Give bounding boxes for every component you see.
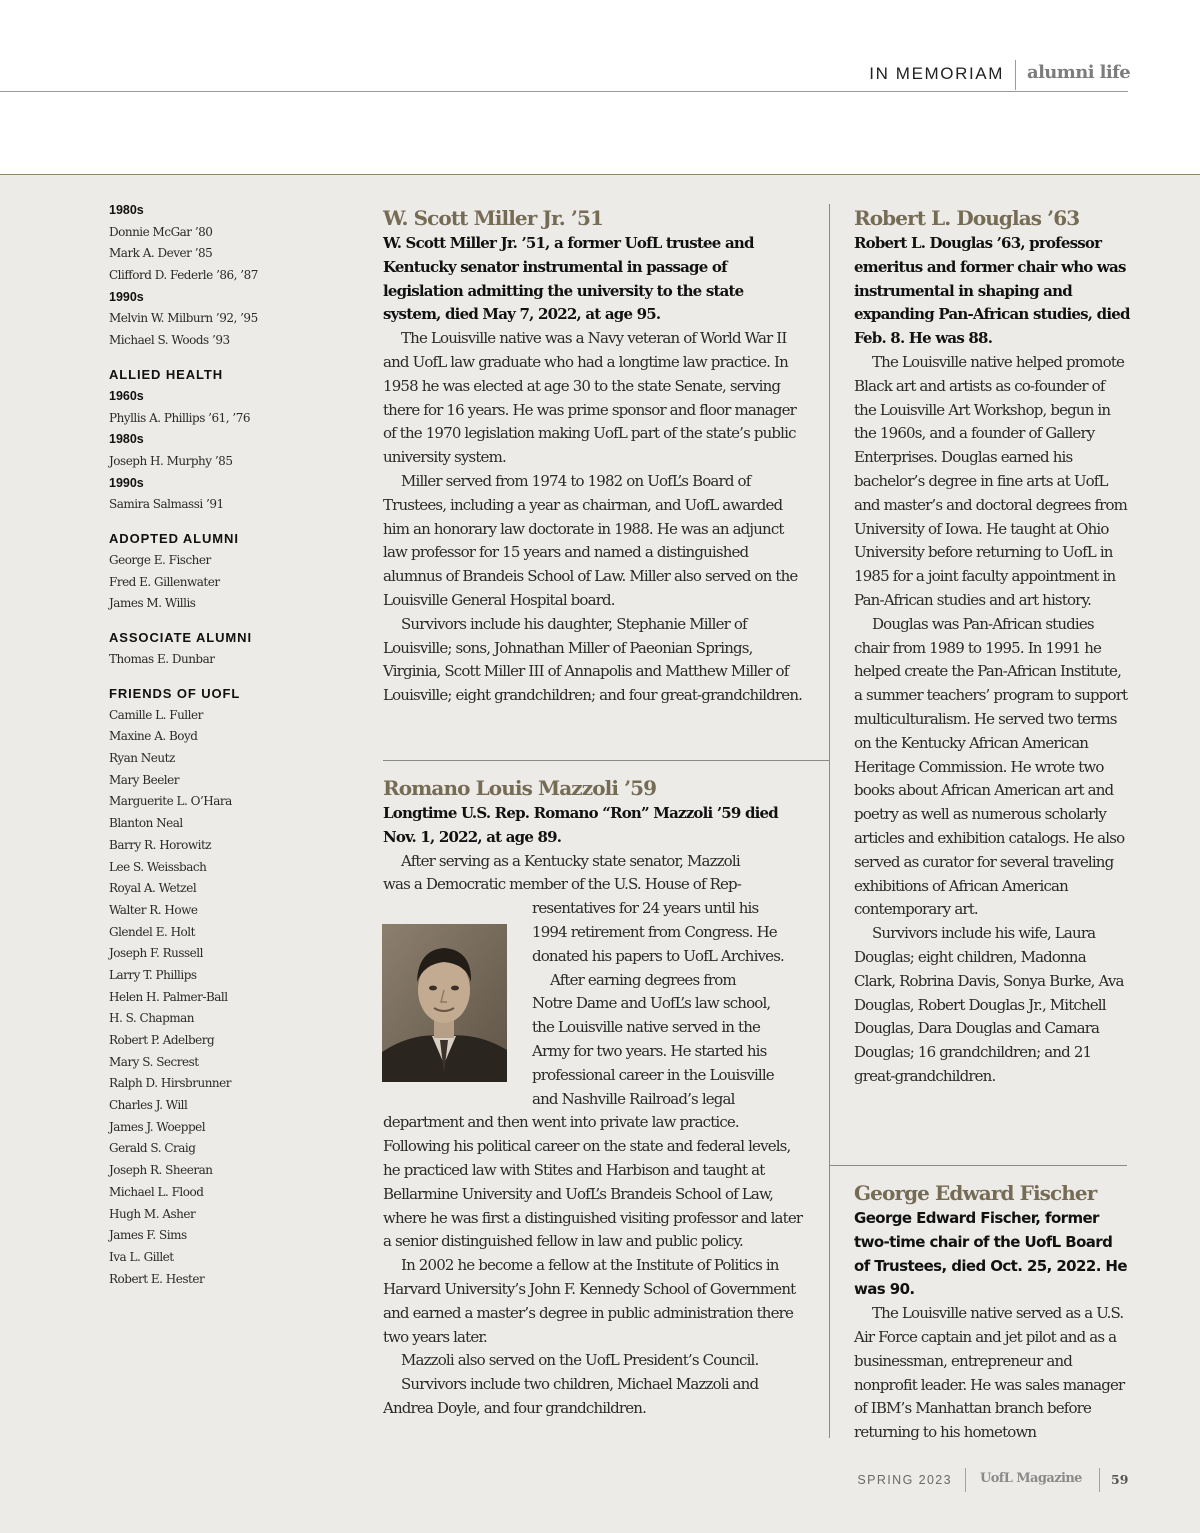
list-item: Barry R. Horowitz xyxy=(109,837,212,852)
obituary-paragraph: Survivors include his wife, Laura Douglas; eight children, Madonna Clark, Robrina Davis, Sonya Burke, Ava Douglas, Robert Douglas Jr., Mitchell Douglas, Dara Douglas and Camara Douglas; 16 grandchildren; and 21 great-grandchildren. xyxy=(854,924,1124,1085)
list-item: Marguerite L. O’Hara xyxy=(109,794,232,809)
list-item: Fred E. Gillenwater xyxy=(109,574,220,589)
list-item: Mark A. Dever ’85 xyxy=(109,246,213,261)
list-item: Mary S. Secrest xyxy=(109,1054,199,1069)
list-item: Helen H. Palmer-Ball xyxy=(109,989,228,1004)
list-item: Charles J. Will xyxy=(109,1098,188,1113)
issue-label: SPRING 2023 xyxy=(857,1473,952,1487)
list-item: Mary Beeler xyxy=(109,772,179,787)
list-item: Hugh M. Asher xyxy=(109,1206,196,1221)
list-item: Phyllis A. Phillips ’61, ’76 xyxy=(109,410,250,425)
group-heading: FRIENDS OF UOFL xyxy=(109,685,241,701)
obituary-lead: George Edward Fischer, former two-time chair of the UofL Board of Trustees, died Oct. 25, 2022. He was 90. xyxy=(854,1209,1127,1299)
list-group-allied-health xyxy=(109,364,339,516)
decade-heading: 1990s xyxy=(109,475,144,490)
obituary-paragraph: Survivors include his daughter, Stephanie Miller of Louisville; sons, Johnathan Miller of Paeonian Springs, Virginia, Scott Miller III of Annapolis and Matthew Miller of Louisville; eight grandchildren; and four great-grandchildren. xyxy=(383,614,803,705)
list-item: Blanton Neal xyxy=(109,816,183,831)
obituary-line: Army for two years. He started his xyxy=(532,1041,767,1060)
list-item: Robert P. Adelberg xyxy=(109,1033,215,1047)
group-heading: ALLIED HEALTH xyxy=(109,366,224,382)
magazine-name: UofL Magazine xyxy=(980,1471,1082,1486)
list-item: James J. Woeppel xyxy=(109,1119,206,1134)
list-item: Camille L. Fuller xyxy=(109,707,203,722)
list-item: Donnie McGar ’80 xyxy=(109,224,213,239)
obituary-lead: Robert L. Douglas ’63, professor emeritus and former chair who was instrumental in shaping and expanding Pan-African studies, died Feb. 8. He was 88. xyxy=(854,234,1130,348)
list-item: Iva L. Gillet xyxy=(109,1249,174,1264)
decade-heading: 1980s xyxy=(109,432,144,447)
list-item: Joseph F. Russell xyxy=(109,946,203,961)
list-item: Melvin W. Milburn ’92, ’95 xyxy=(109,311,258,326)
obituary-douglas xyxy=(854,204,1130,1089)
obituary-lead: Longtime U.S. Rep. Romano “Ron” Mazzoli ’59 died Nov. 1, 2022, at age 89. xyxy=(383,804,778,846)
obituary-paragraph: department and then went into private law practice. Following his political career on the state and federal levels, he practiced law with Stites and Harbison and taught at Bellarmine University and UofL’s Brandeis School of Law, where he was first a distinguished visiting professor and later a senior distinguished fellow in law and public policy. xyxy=(383,1113,803,1251)
obituary-line: 1994 retirement from Congress. He xyxy=(532,922,777,941)
obituary-paragraph: Douglas was Pan-African studies chair from 1989 to 1995. In 1991 he helped create the Pan-African Institute, a summer teachers’ program to support multiculturalism. He served two terms on the Kentucky African American Heritage Commission. He wrote two books about African American art and poetry as well as numerous scholarly articles and exhibition catalogs. He also served as curator for several traveling exhibitions of African American contemporary art. xyxy=(854,614,1128,919)
page-header xyxy=(0,0,1200,175)
section-sublabel: alumni life xyxy=(1027,62,1131,83)
obituary-line: donated his papers to UofL Archives. xyxy=(532,946,784,965)
footer-divider xyxy=(1099,1468,1100,1492)
obituary-line: was a Democratic member of the U.S. House of Rep- xyxy=(383,875,742,894)
obituary-miller xyxy=(383,204,803,708)
obituary-line: After serving as a Kentucky state senator, Mazzoli xyxy=(401,851,740,870)
list-item: Michael S. Woods ’93 xyxy=(109,333,230,348)
list-group-friends-of-uofl xyxy=(109,683,339,1291)
page-number: 59 xyxy=(1111,1472,1129,1487)
obituary-line: and Nashville Railroad’s legal xyxy=(532,1089,735,1108)
header-divider xyxy=(1015,60,1016,90)
obituary-paragraph: Miller served from 1974 to 1982 on UofL’s Board of Trustees, including a year as chairman, and UofL awarded him an honorary law doctorate in 1988. He was an adjunct law professor for 15 years and named a distinguished alumnus of Brandeis School of Law. Miller also served on the Louisville General Hospital board. xyxy=(383,471,798,609)
decade-heading: 1980s xyxy=(109,203,144,217)
column-divider-vertical xyxy=(829,204,830,1438)
obituary-mazzoli xyxy=(383,774,803,1421)
list-group-adopted-alumni xyxy=(109,528,339,615)
article-divider xyxy=(829,1165,1127,1166)
list-group-associate-alumni xyxy=(109,627,339,671)
list-item: Royal A. Wetzel xyxy=(109,881,197,896)
header-rule xyxy=(0,91,1128,92)
section-label: IN MEMORIAM xyxy=(869,64,1004,83)
photo-wrap-text xyxy=(532,897,803,1111)
obituary-line: professional career in the Louisville xyxy=(532,1065,774,1084)
list-item: Thomas E. Dunbar xyxy=(109,652,215,666)
list-item: Ralph D. Hirsbrunner xyxy=(109,1076,231,1091)
obituary-fischer xyxy=(854,1179,1130,1445)
list-item: George E. Fischer xyxy=(109,552,211,567)
obituary-paragraph: Mazzoli also served on the UofL President’s Council. xyxy=(401,1351,759,1370)
list-item: Joseph R. Sheeran xyxy=(109,1163,213,1178)
obituary-paragraph: The Louisville native helped promote Black art and artists as co-founder of the Louisville Art Workshop, begun in the 1960s, and a founder of Gallery Enterprises. Douglas earned his bachelor’s degree in fine arts at UofL and master’s and doctoral degrees from University of Iowa. He taught at Ohio University before returning to UofL in 1985 for a joint faculty appointment in Pan-African studies and art history. xyxy=(854,352,1128,609)
list-item: Glendel E. Holt xyxy=(109,924,195,939)
list-item: Ryan Neutz xyxy=(109,751,175,766)
group-heading: ASSOCIATE ALUMNI xyxy=(109,630,252,645)
list-item: Michael L. Flood xyxy=(109,1184,204,1199)
list-item: James M. Willis xyxy=(109,596,196,611)
decade-heading: 1960s xyxy=(109,388,144,403)
list-item: Robert E. Hester xyxy=(109,1271,205,1286)
portrait-photo xyxy=(382,924,507,1082)
obituary-lead: W. Scott Miller Jr. ’51, a former UofL trustee and Kentucky senator instrumental in passage of legislation admitting the university to the state system, died May 7, 2022, at age 95. xyxy=(383,234,754,324)
list-item: Clifford D. Federle ’86, ’87 xyxy=(109,268,258,283)
list-item: Samira Salmassi ’91 xyxy=(109,497,224,512)
obituary-line: After earning degrees from xyxy=(550,970,736,989)
obituary-paragraph: The Louisville native served as a U.S. Air Force captain and jet pilot and as a businessman, entrepreneur and nonprofit leader. He was sales manager of IBM’s Manhattan branch before returning to his hometown xyxy=(854,1304,1125,1442)
decade-heading: 1990s xyxy=(109,289,144,304)
article-divider xyxy=(383,760,829,761)
group-heading: ADOPTED ALUMNI xyxy=(109,530,239,546)
list-item: Walter R. Howe xyxy=(109,902,198,917)
deceased-list-sidebar xyxy=(109,200,339,1290)
footer-divider xyxy=(965,1468,966,1492)
portrait-image xyxy=(382,924,507,1082)
list-group-unlabeled xyxy=(109,200,339,352)
obituary-line: Notre Dame and UofL’s law school, xyxy=(532,994,771,1013)
list-item: Larry T. Phillips xyxy=(109,967,197,982)
list-item: Maxine A. Boyd xyxy=(109,729,198,744)
list-item: James F. Sims xyxy=(109,1228,187,1243)
obituary-paragraph: The Louisville native was a Navy veteran of World War II and UofL law graduate who had a longtime law practice. In 1958 he was elected at age 30 to the state Senate, serving there for 16 years. He was prime sponsor and floor manager of the 1970 legislation making UofL part of the state’s public university system. xyxy=(383,329,796,467)
obituary-title: W. Scott Miller Jr. ’51 xyxy=(383,206,604,230)
obituary-paragraph: In 2002 he become a fellow at the Institute of Politics in Harvard University’s John F. Kennedy School of Government and earned a master’s degree in public administration there two years later. xyxy=(383,1256,796,1346)
list-item: Gerald S. Craig xyxy=(109,1141,196,1156)
obituary-line: the Louisville native served in the xyxy=(532,1018,761,1037)
list-item: Joseph H. Murphy ’85 xyxy=(109,453,233,468)
obituary-title: George Edward Fischer xyxy=(854,1181,1097,1205)
obituary-title: Robert L. Douglas ’63 xyxy=(854,206,1080,230)
list-item: Lee S. Weissbach xyxy=(109,859,207,874)
list-item: H. S. Chapman xyxy=(109,1011,195,1026)
obituary-paragraph: Survivors include two children, Michael Mazzoli and Andrea Doyle, and four grandchildren. xyxy=(383,1375,759,1417)
obituary-line: resentatives for 24 years until his xyxy=(532,899,759,918)
obituary-title: Romano Louis Mazzoli ’59 xyxy=(383,776,657,800)
